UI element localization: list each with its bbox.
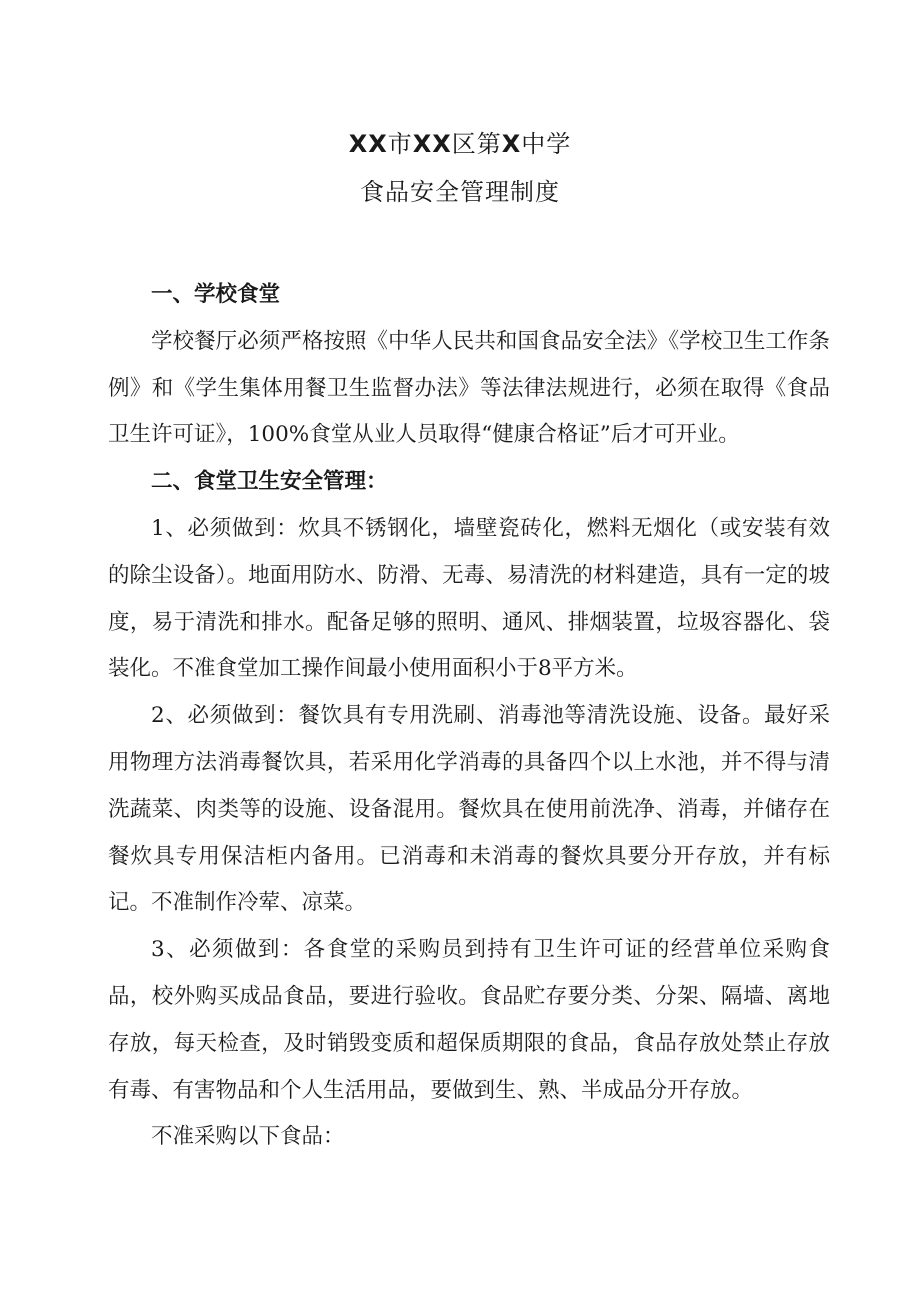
document-title: 食品安全管理制度 xyxy=(360,178,560,206)
school-title xyxy=(0,128,920,160)
paragraph-rule-2: 2、必须做到：餐饮具有专用洗刷、消毒池等清洗设施、设备。最好采用物理方法消毒餐饮具，若采用化学消毒的具备四个以上水池，并不得与清洗蔬菜、肉类等的设施、设备混用。餐炊具在使用前洗净、消毒，并储存在餐炊具专用保洁柜内备用。已消毒和未消毒的餐炊具要分开存放，并有标记。不准制作冷荤、凉菜。 xyxy=(108,703,830,916)
school-title-part: 中学 xyxy=(521,130,572,158)
document-body xyxy=(108,272,830,1161)
section-heading-school-canteen: 一、学校食堂 xyxy=(151,282,281,307)
paragraph-rule-1: 1、必须做到：炊具不锈钢化，墙壁瓷砖化，燃料无烟化（或安装有效的除尘设备）。地面用防水、防滑、无毒、易清洗的材料建造，具有一定的坡度，易于清洗和排水。配备足够的照明、通风、排烟装置，垃圾容器化、袋装化。不准食堂加工操作间最小使用面积小于8平方米。 xyxy=(108,515,830,682)
school-title-part: X xyxy=(501,130,522,158)
school-title-part: XX xyxy=(348,130,388,158)
paragraph-forbidden-purchases: 不准采购以下食品： xyxy=(151,1124,345,1150)
section-heading-hygiene-management: 二、食堂卫生安全管理： xyxy=(151,469,388,495)
school-title-part: 市 xyxy=(387,130,413,158)
paragraph-rule-3: 3、必须做到：各食堂的采购员到持有卫生许可证的经营单位采购食品，校外购买成品食品，要进行验收。食品贮存要分类、分架、隔墙、离地存放，每天检查，及时销毁变质和超保质期限的食品，食品存放处禁止存放有毒、有害物品和个人生活用品，要做到生、熟、半成品分开存放。 xyxy=(108,937,830,1103)
paragraph-canteen-requirements: 学校餐厅必须严格按照《中华人民共和国食品安全法》《学校卫生工作条例》和《学生集体用餐卫生监督办法》等法律法规进行，必须在取得《食品卫生许可证》，100%食堂从业人员取得“健康合格证”后才可开业。 xyxy=(108,328,830,448)
school-title-part: XX xyxy=(412,130,452,158)
school-title-part: 区第 xyxy=(451,130,502,158)
